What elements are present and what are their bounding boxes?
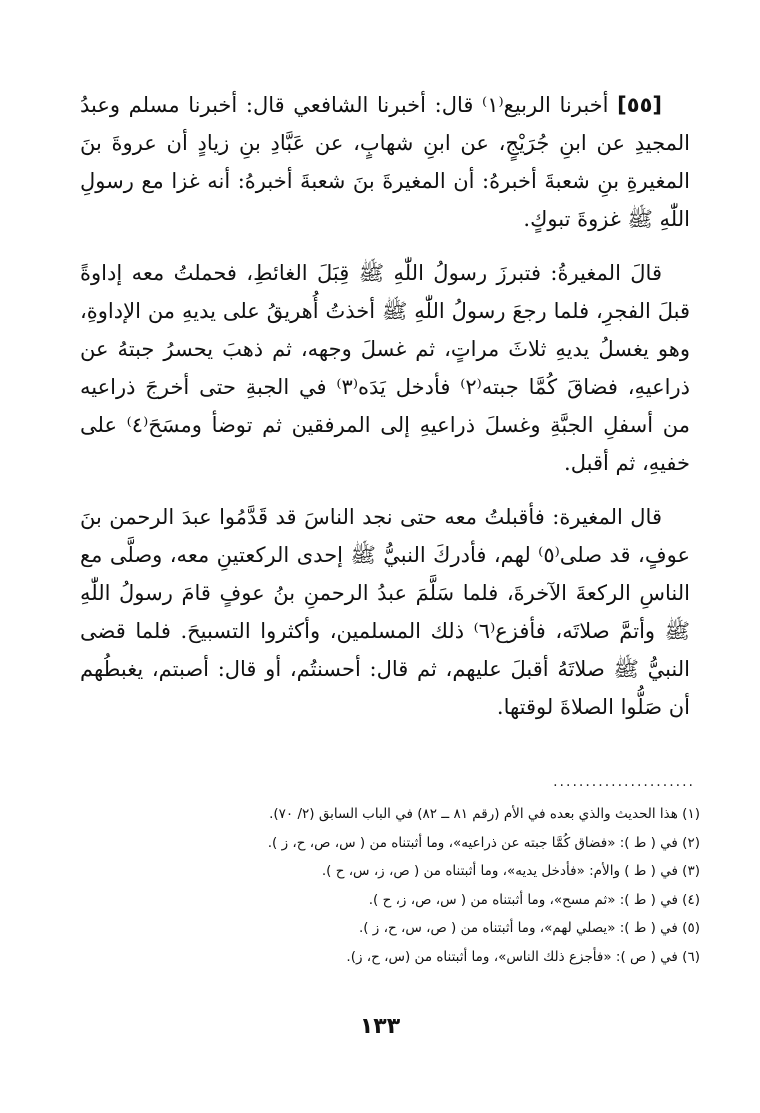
- hadith-paragraph: [80, 86, 690, 238]
- footnotes: [60, 800, 700, 971]
- page-number: ١٣٣: [359, 1014, 401, 1039]
- paragraph-text: أخبرنا الربيع⁽١⁾ قال: أخبرنا الشافعي قال: أخبرنا مسلم وعبدُ المجيدِ عن ابنِ جُرَيْجٍ، عن ابنِ شهابٍ، عن عَبَّادِ بنِ زيادٍ أن عروةَ بنَ المغيرةِ بنِ شعبةَ أخبرهُ: أن المغيرةَ بنَ شعبةَ أخبرهُ: أنه غزا مع رسولِ اللّٰهِ ﷺ غزوةَ تبوكٍ.: [80, 93, 690, 231]
- footnote-item: (٢) في ( ط ): «فضاق كُمَّا جبته عن ذراعيه»، وما أثبتناه من ( س، ص، ح، ز ).: [267, 834, 700, 851]
- hadith-number: [٥٥]: [617, 93, 662, 117]
- paragraph-text: قال المغيرة: فأقبلتُ معه حتى نجد الناسَ قد قَدَّمُوا عبدَ الرحمن بنَ عوفٍ، قد صلى⁽٥⁾ لهم، فأدركَ النبيُّ ﷺ إحدى الركعتينِ معه، وصلَّى مع الناسِ الركعةَ الآخرةَ، فلما سَلَّمَ عبدُ الرحمنِ بنُ عوفٍ قامَ رسولُ اللّٰهِ ﷺ وأتمَّ صلاتَه، فأفزع⁽٦⁾ ذلك المسلمين، وأكثروا التسبيحَ. فلما قضى النبيُّ ﷺ صلاتَهُ أقبلَ عليهم، ثم قال: أحسنتُم، أو قال: أصبتم، يغبطُهم أن صَلُّوا الصلاةَ لوقتها.: [80, 505, 690, 719]
- footnote-separator: ......................: [553, 774, 695, 790]
- footnote-item: (٤) في ( ط ): «ثم مسح»، وما أثبتناه من ( س، ص، ز، ح ).: [368, 891, 700, 908]
- hadith-paragraph: [80, 254, 690, 482]
- hadith-paragraph: [80, 498, 690, 726]
- main-text: [80, 86, 690, 726]
- footnote-item: (١) هذا الحديث والذي بعده في الأم (رقم ٨١ ــ ٨٢) في الباب السابق (٢/ ٧٠).: [269, 806, 700, 822]
- footnote-item: (٣) في ( ط ) والأم: «فأدخل يديه»، وما أثبتناه من ( ص، ز، س، ح ).: [321, 863, 700, 879]
- footnote-item: (٦) في ( ص ): «فأجزع ذلك الناس»، وما أثبتناه من (س، ح، ز).: [346, 948, 700, 965]
- paragraph-text: قالَ المغيرةُ: فتبرزَ رسولُ اللّٰهِ ﷺ قِبَلَ الغائطِ، فحملتُ معه إداوةً قبلَ الفجرِ، فلما رجعَ رسولُ اللّٰهِ ﷺ أخذتُ أُهريقُ على يديهِ من الإداوةِ، وهو يغسلُ يديهِ ثلاثَ مراتٍ، ثم غسلَ وجهه، ثم ذهبَ يحسرُ جبتهُ عن ذراعيهِ، فضاقَ كُمَّا جبته⁽٢⁾ فأدخل يَدَه⁽٣⁾ في الجبةِ حتى أخرجَ ذراعيه من أسفلِ الجبَّةِ وغسلَ ذراعيهِ إلى المرفقين ثم توضأ ومسَحَ⁽٤⁾ على خفيهِ، ثم أقبل.: [80, 261, 690, 475]
- footnote-item: (٥) في ( ط ): «يصلي لهم»، وما أثبتناه من ( ص، س، ح، ز ).: [358, 920, 700, 936]
